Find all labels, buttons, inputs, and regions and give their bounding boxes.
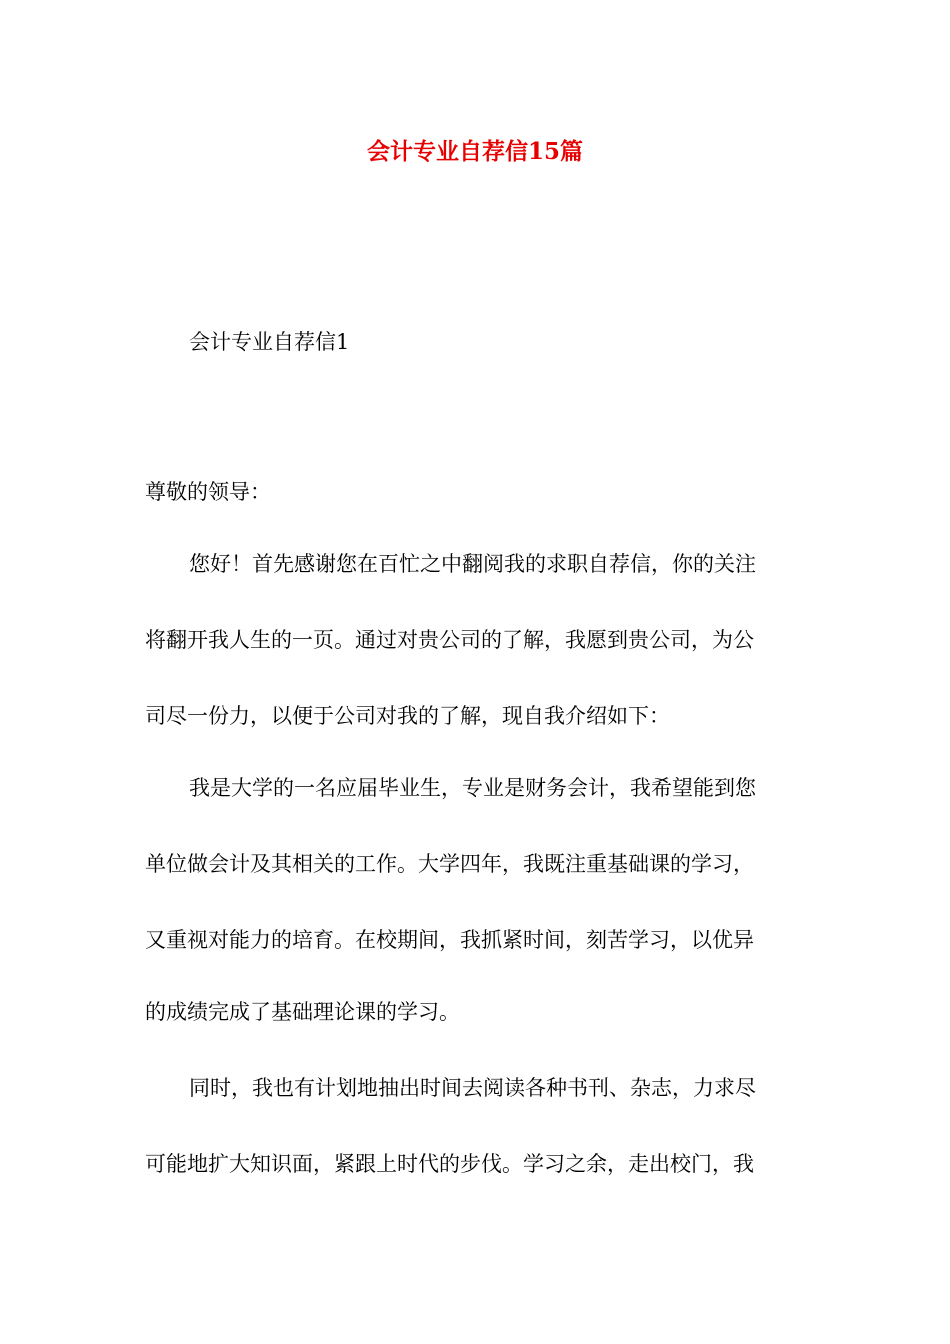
section-heading: 会计专业自荐信1 [189, 330, 350, 354]
paragraph-line: 可能地扩大知识面，紧跟上时代的步伐。学习之余，走出校门，我 [145, 1152, 754, 1176]
paragraph-line: 单位做会计及其相关的工作。大学四年，我既注重基础课的学习， [145, 852, 754, 876]
paragraph-line: 司尽一份力，以便于公司对我的了解，现自我介绍如下： [145, 704, 670, 728]
paragraph-line: 将翻开我人生的一页。通过对贵公司的了解，我愿到贵公司，为公 [145, 628, 754, 652]
paragraph-line: 我是大学的一名应届毕业生，专业是财务会计，我希望能到您 [189, 776, 756, 800]
paragraph-line: 您好！首先感谢您在百忙之中翻阅我的求职自荐信，你的关注 [189, 552, 756, 576]
paragraph-line: 又重视对能力的培育。在校期间，我抓紧时间，刻苦学习，以优异 [145, 928, 754, 952]
document-title: 会计专业自荐信15篇 [366, 138, 583, 165]
salutation: 尊敬的领导： [145, 480, 271, 504]
paragraph-line: 的成绩完成了基础理论课的学习。 [145, 1000, 460, 1024]
paragraph-line: 同时，我也有计划地抽出时间去阅读各种书刊、杂志，力求尽 [189, 1076, 756, 1100]
